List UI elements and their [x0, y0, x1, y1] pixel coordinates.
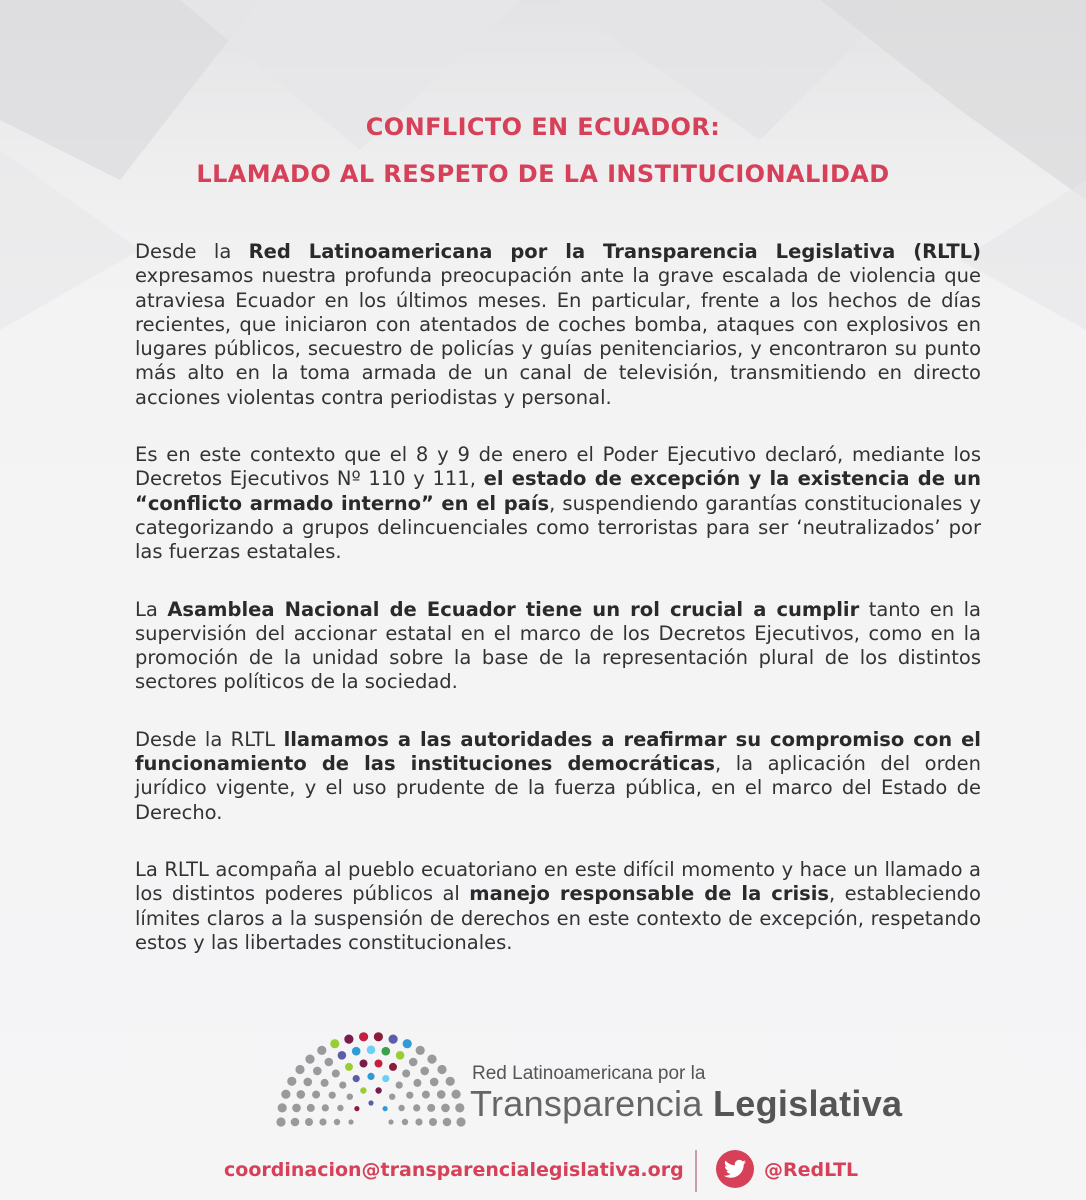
- logo-text-bold: Legislativa: [712, 1083, 903, 1124]
- hemicycle-seat-dot: [437, 1090, 446, 1099]
- paragraph-bold-text: Red Latinoamericana por la Transparencia Legislativa (RLTL): [248, 240, 981, 263]
- logo-text-line-1: Red Latinoamericana por la: [472, 1063, 706, 1084]
- hemicycle-seat-dot: [402, 1119, 408, 1125]
- paragraph-3: [135, 598, 981, 695]
- paragraph-bold-text: Asamblea Nacional de Ecuador tiene un rol crucial a cumplir: [167, 597, 860, 621]
- statement-body: [135, 240, 981, 988]
- hemicycle-seat-dot: [329, 1092, 336, 1099]
- paragraph-5: [135, 858, 981, 955]
- paragraph-text: Es en este contexto que el 8 y 9 de enero el Poder Ejecutivo declaró, mediante los Decretos Ejecutivos Nº 110 y 111,: [135, 443, 981, 491]
- hemicycle-seat-dot: [337, 1105, 343, 1111]
- hemicycle-seat-dot: [398, 1105, 404, 1111]
- hemicycle-seat-dot: [278, 1103, 287, 1112]
- hemicycle-seat-dot: [402, 1070, 410, 1078]
- hemicycle-seat-dot: [389, 1094, 395, 1100]
- hemicycle-seat-dot: [332, 1070, 340, 1078]
- hemicycle-seat-dot: [353, 1075, 360, 1082]
- hemicycle-seat-dot: [281, 1090, 290, 1099]
- hemicycle-seat-dot: [443, 1118, 452, 1127]
- hemicycle-seat-dot: [325, 1058, 334, 1067]
- hemicycle-seat-dot: [455, 1103, 464, 1112]
- twitter-bird-icon[interactable]: [716, 1150, 754, 1188]
- hemicycle-seat-dot: [427, 1055, 436, 1064]
- twitter-bird-glyph-icon: [724, 1159, 746, 1179]
- hemicycle-seat-dot: [348, 1119, 353, 1124]
- paragraph-text: La RLTL acompaña al pueblo ecuatoriano en este difícil momento y hace un llamado a los distintos poderes públicos al: [135, 857, 981, 906]
- hemicycle-seat-dot: [382, 1075, 389, 1082]
- hemicycle-seat-dot: [360, 1060, 368, 1068]
- hemicycle-seat-dot: [347, 1094, 353, 1100]
- logo-text-line-2: [470, 1083, 902, 1125]
- hemicycle-seat-dot: [319, 1118, 326, 1125]
- hemicycle-seat-dot: [305, 1055, 314, 1064]
- hemicycle-seat-dot: [403, 1039, 412, 1048]
- hemicycle-seat-dot: [338, 1051, 347, 1060]
- hemicycle-seat-dot: [359, 1032, 368, 1041]
- paragraph-text: Desde la RLTL: [135, 727, 284, 751]
- hemicycle-seat-dot: [339, 1082, 346, 1089]
- paragraph-text: , la aplicación del orden jurídico vigente, y el uso prudente de la fuerza pública, en el marco del Estado de Derecho.: [135, 752, 981, 824]
- hemicycle-seat-dot: [352, 1047, 361, 1056]
- hemicycle-seat-dot: [420, 1067, 429, 1076]
- hemicycle-seat-dot: [415, 1118, 422, 1125]
- hemicycle-seat-dot: [409, 1058, 418, 1067]
- paragraph-bold-text: el estado de excepción y la existencia de un “conflicto armado interno” en el país: [135, 467, 981, 515]
- hemicycle-seat-dot: [321, 1079, 329, 1087]
- hemicycle-seat-dot: [345, 1063, 353, 1071]
- hemicycle-seat-dot: [456, 1117, 465, 1126]
- hemicycle-seat-dot: [287, 1077, 296, 1086]
- hemicycle-seat-dot: [427, 1104, 435, 1112]
- hemicycle-seat-dot: [304, 1078, 313, 1087]
- hemicycle-seat-dot: [312, 1091, 320, 1099]
- paragraph-text: Desde la: [135, 240, 249, 263]
- hemicycle-seat-dot: [305, 1118, 313, 1126]
- hemicycle-seat-dot: [297, 1090, 306, 1099]
- hemicycle-seat-dot: [396, 1051, 405, 1060]
- hemicycle-seat-dot: [416, 1046, 425, 1055]
- paragraph-text: , suspendiendo garantías constitucionales y categorizando a grupos delincuenciales como terroristas para ser ‘neutralizados’ por las fuerzas estatales.: [135, 491, 981, 564]
- title-line-2: LLAMADO AL RESPETO DE LA INSTITUCIONALIDAD: [196, 160, 890, 188]
- hemicycle-seat-dot: [291, 1118, 300, 1127]
- hemicycle-seat-dot: [388, 1119, 393, 1124]
- hemicycle-seat-dot: [374, 1032, 383, 1041]
- hemicycle-seat-dot: [437, 1065, 446, 1074]
- hemicycle-seat-dot: [422, 1091, 430, 1099]
- paragraph-bold-text: llamamos a las autoridades a reafirmar su compromiso con el funcionamiento de las instituciones democráticas: [135, 727, 981, 776]
- hemicycle-seat-dot: [413, 1104, 420, 1111]
- hemicycle-seat-dot: [322, 1104, 329, 1111]
- hemicycle-seat-dot: [389, 1063, 397, 1071]
- logo-text-regular: Transparencia: [470, 1083, 713, 1124]
- title-line-1: CONFLICTO EN ECUADOR:: [365, 113, 721, 141]
- paragraph-text: , estableciendo límites claros a la suspensión de derechos en este contexto de excepción, respetando estos y las libertades constitucionales.: [135, 882, 981, 954]
- hemicycle-seat-dot: [452, 1090, 461, 1099]
- hemicycle-seat-dot: [330, 1039, 339, 1048]
- hemicycle-seat-dot: [396, 1082, 403, 1089]
- hemicycle-seat-dot: [382, 1047, 391, 1056]
- hemicycle-seat-dot: [406, 1092, 413, 1099]
- parliament-hemicycle-logo-icon: [276, 1022, 466, 1128]
- hemicycle-seat-dot: [446, 1077, 455, 1086]
- hemicycle-seat-dot: [292, 1104, 301, 1113]
- hemicycle-seat-dot: [441, 1104, 450, 1113]
- paragraph-text: expresamos nuestra profunda preocupación ante la grave escalada de violencia que atraviesa Ecuador en los últimos meses. En particular, frente a los hechos de días recientes, que iniciaron con atentados de coches bomba, ataques con explosivos en lugares públicos, secuestro de policías y guías penitenciarios, y encontraron su punto más alto en la toma armada de un canal de televisión, transmitiendo en directo acciones violentas contra periodistas y personal.: [135, 264, 981, 409]
- paragraph-1: [135, 240, 981, 410]
- hemicycle-seat-dot: [367, 1073, 374, 1080]
- hemicycle-seat-dot: [429, 1118, 437, 1126]
- paragraph-text: tanto en la supervisión del accionar estatal en el marco de los Decretos Ejecutivos, como en la promoción de la unidad sobre la base de la representación plural de los distintos sectores políticos de la sociedad.: [135, 597, 981, 694]
- hemicycle-seat-dot: [360, 1087, 366, 1093]
- hemicycle-seat-dot: [276, 1117, 285, 1126]
- contact-email-link[interactable]: coordinacion@transparencialegislativa.org: [224, 1159, 684, 1181]
- hemicycle-seat-dot: [334, 1119, 340, 1125]
- hemicycle-seat-dot: [368, 1100, 373, 1105]
- footer-divider: [695, 1150, 697, 1192]
- paragraph-2: [135, 443, 981, 564]
- hemicycle-seat-dot: [375, 1060, 383, 1068]
- hemicycle-seat-dot: [295, 1065, 304, 1074]
- hemicycle-seat-dot: [367, 1046, 376, 1055]
- hemicycle-seat-dot: [313, 1067, 322, 1076]
- paragraph-bold-text: manejo responsable de la crisis: [469, 882, 830, 906]
- hemicycle-seat-dot: [389, 1035, 398, 1044]
- twitter-handle-link[interactable]: @RedLTL: [764, 1159, 859, 1181]
- hemicycle-seat-dot: [354, 1106, 359, 1111]
- hemicycle-seat-dot: [344, 1035, 353, 1044]
- hemicycle-seat-dot: [430, 1078, 439, 1087]
- paragraph-text: La: [135, 597, 168, 621]
- hemicycle-seat-dot: [383, 1106, 388, 1111]
- hemicycle-seat-dot: [413, 1079, 421, 1087]
- paragraph-4: [135, 728, 981, 825]
- hemicycle-seat-dot: [317, 1046, 326, 1055]
- hemicycle-seat-dot: [307, 1104, 315, 1112]
- hemicycle-seat-dot: [375, 1087, 381, 1093]
